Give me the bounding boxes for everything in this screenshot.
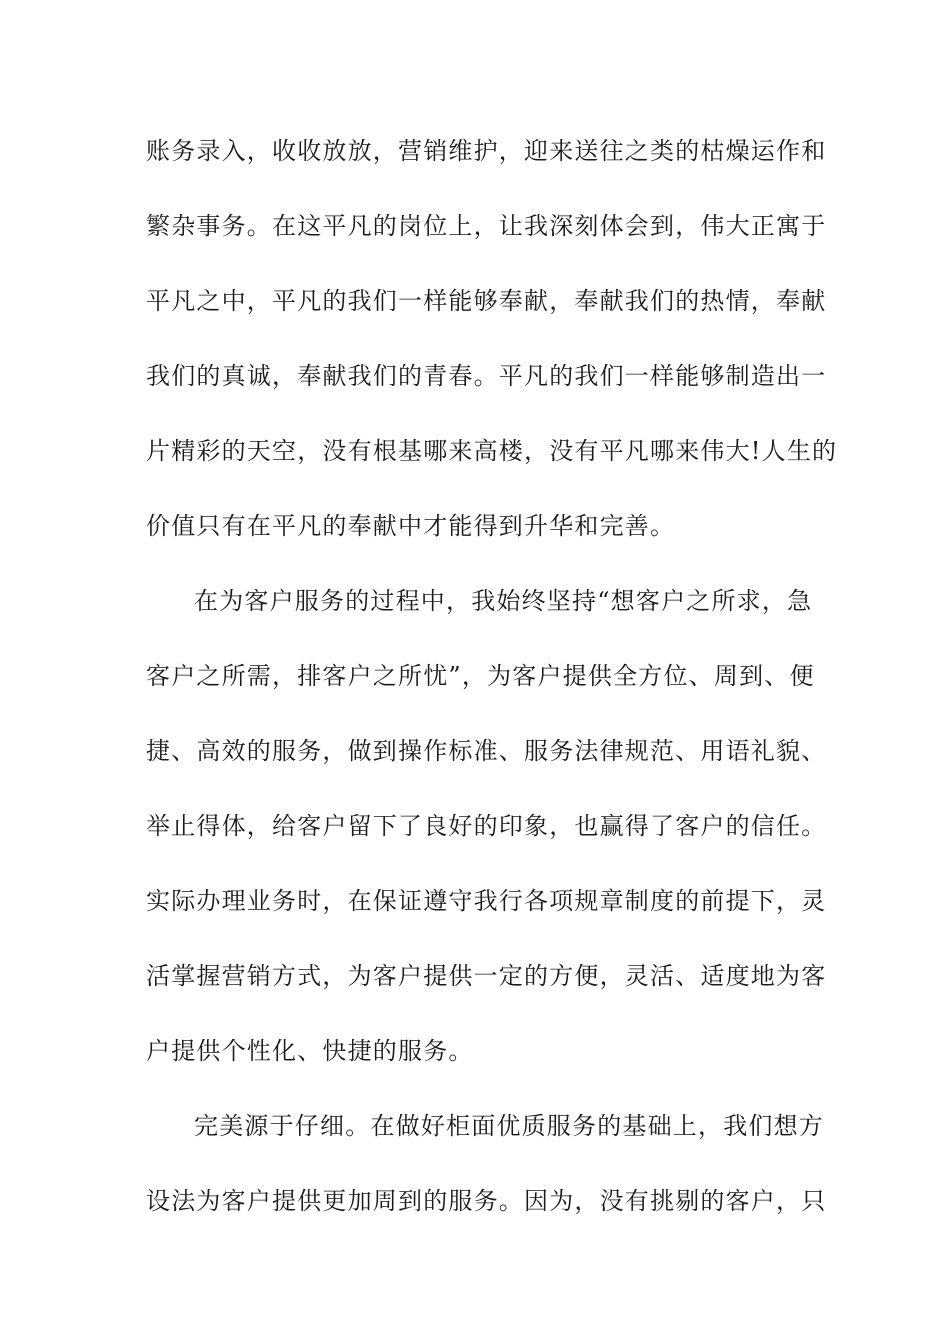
text-line: 活掌握营销方式，为客户提供一定的方便，灵活、适度地为客 [146, 962, 827, 990]
text-line: 我们的真诚，奉献我们的青春。平凡的我们一样能够制造出一 [146, 362, 827, 390]
text-line: 繁杂事务。在这平凡的岗位上，让我深刻体会到，伟大正寓于 [146, 212, 827, 240]
text-line: 捷、高效的服务，做到操作标准、服务法律规范、用语礼貌、 [146, 737, 827, 765]
text-line: 片精彩的天空，没有根基哪来高楼，没有平凡哪来伟大!人生的 [146, 437, 838, 465]
text-line: 设法为客户提供更加周到的服务。因为，没有挑剔的客户，只 [146, 1187, 827, 1215]
text-line: 价值只有在平凡的奉献中才能得到升华和完善。 [146, 512, 676, 540]
text-line: 平凡之中，平凡的我们一样能够奉献，奉献我们的热情，奉献 [146, 287, 827, 315]
paragraph-first-line: 完美源于仔细。在做好柜面优质服务的基础上，我们想方 [194, 1112, 824, 1140]
text-line: 实际办理业务时，在保证遵守我行各项规章制度的前提下，灵 [146, 887, 827, 915]
paragraph-first-line: 在为客户服务的过程中，我始终坚持“想客户之所求，急 [194, 587, 813, 615]
text-line: 账务录入，收收放放，营销维护，迎来送往之类的枯燥运作和 [146, 137, 827, 165]
text-line: 举止得体，给客户留下了良好的印象，也赢得了客户的信任。 [146, 812, 827, 840]
text-line: 客户之所需，排客户之所忧”，为客户提供全方位、周到、便 [146, 662, 815, 690]
text-line: 户提供个性化、快捷的服务。 [146, 1037, 474, 1065]
